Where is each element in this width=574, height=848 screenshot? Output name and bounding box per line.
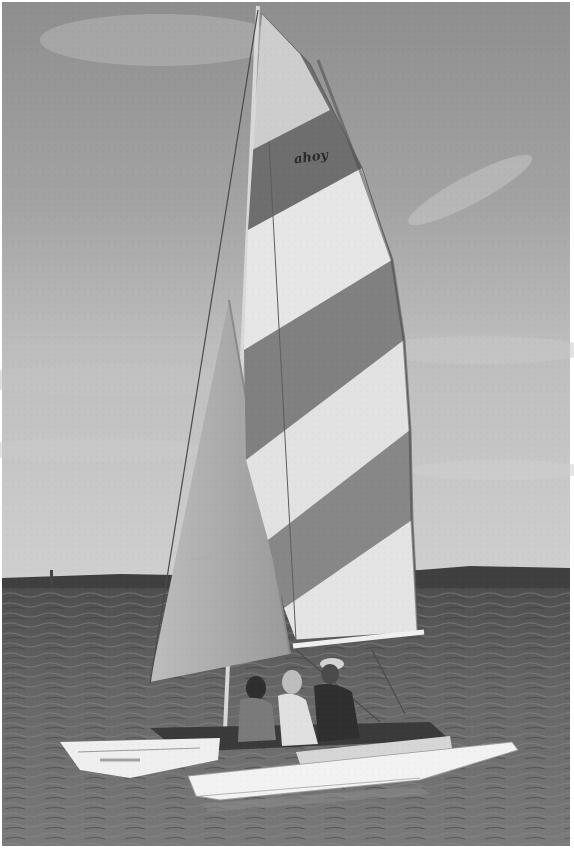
film-grain <box>2 2 570 846</box>
